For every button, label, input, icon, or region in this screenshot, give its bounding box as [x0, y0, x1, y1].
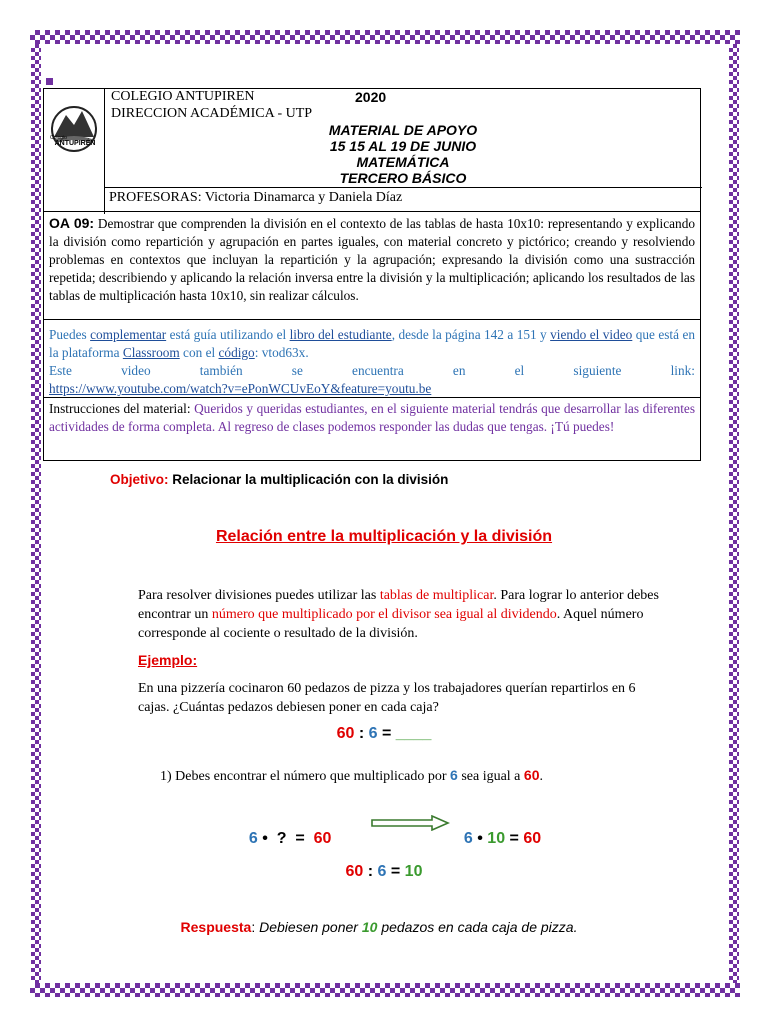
intro-text: . Aquel número corresponde al cociente o resultado de la división.	[138, 607, 644, 641]
resources-text: Puedes	[49, 327, 91, 342]
border-bottom	[30, 983, 740, 997]
operator: =	[377, 725, 396, 742]
academic-direction: DIRECCION ACADÉMICA - UTP	[111, 106, 313, 121]
link-video[interactable]: viendo el video	[550, 327, 633, 342]
page-title: Relación entre la multiplicación y la división	[215, 528, 553, 545]
objective	[110, 472, 448, 487]
corner-square	[46, 78, 53, 85]
border-left	[31, 44, 41, 983]
youtube-link[interactable]: https://www.youtube.com/watch?v=ePonWCUvEoY&feature=youtu.be	[49, 381, 432, 396]
operator: =	[386, 863, 405, 880]
step-1	[160, 767, 543, 785]
step-text: sea igual a	[457, 769, 524, 784]
operator: •	[472, 830, 488, 847]
oa-text: Demostrar que comprenden la división en el contexto de las tablas de hasta 10x10: representando y explicando la división como repartición y agrupación en partes iguales, con material concreto y pictórico; creando y resolviendo problemas en contextos que incluyan la repartición y la agrupación; expresando la división como una sustracción repetida; describiendo y aplicando la relación inversa entre la división y la multiplicación; aplicando los resultados de las tablas de multiplicación hasta 10x10, sin realizar cálculos.	[49, 216, 695, 303]
resources-text: con el	[179, 345, 219, 360]
answer	[0, 919, 758, 935]
border-top	[30, 30, 740, 44]
school-name: COLEGIO ANTUPIREN	[111, 89, 255, 104]
intro-highlight: tablas de multiplicar	[379, 588, 494, 603]
link-codigo[interactable]: código	[218, 345, 255, 360]
objective-text: Relacionar la multiplicación con la división	[172, 472, 449, 487]
material-title: MATERIAL DE APOYO	[328, 122, 478, 138]
factor-result: 10	[487, 830, 506, 847]
answer-blank: ____	[395, 725, 432, 742]
instructions-label: Instrucciones del material:	[49, 401, 191, 416]
material-dates: 15 15 AL 19 DE JUNIO	[329, 138, 477, 154]
product: 60	[523, 830, 542, 847]
logo-small-text: Colegio	[50, 135, 67, 141]
step-divisor: 6	[450, 767, 458, 783]
division-equation	[0, 725, 768, 743]
resources-text: que está en la plataforma	[49, 327, 695, 360]
instructions-row	[44, 397, 700, 461]
answer-number: 10	[361, 919, 378, 935]
operator: =	[505, 830, 524, 847]
material-subject: MATEMÁTICA	[356, 154, 450, 170]
resources-text: , desde la página 142 a 151 y	[391, 327, 551, 342]
objective-label: Objetivo:	[110, 472, 169, 487]
divisor: 6	[368, 725, 378, 742]
step-dividend: 60	[523, 767, 540, 783]
factor: 6	[248, 830, 258, 847]
resources-row	[44, 319, 700, 397]
intro-text: Para resolver divisiones puedes utilizar las	[138, 588, 380, 603]
quotient: 10	[404, 863, 423, 880]
resources-text: está guía utilizando el	[166, 327, 290, 342]
divisor: 6	[377, 863, 387, 880]
intro-paragraph	[138, 586, 663, 643]
operator: • ? =	[257, 830, 314, 847]
intro-text: . Para lograr lo anterior debes encontrar un	[138, 588, 659, 622]
step-text: .	[539, 769, 543, 784]
dividend: 60	[336, 725, 355, 742]
operator: :	[354, 725, 369, 742]
step-text: 1) Debes encontrar el número que multiplicado por	[160, 769, 451, 784]
arrow-right-icon	[370, 815, 450, 831]
answer-text: pedazos en cada caja de pizza.	[377, 919, 578, 935]
example-problem: En una pizzería cocinaron 60 pedazos de pizza y los trabajadores querían repartirlos en 6 cajas. ¿Cuántas pedazos debiesen poner en cada caja?	[138, 681, 636, 715]
link-classroom[interactable]: Classroom	[122, 345, 180, 360]
answer-colon: :	[251, 919, 260, 935]
dividend: 60	[345, 863, 364, 880]
header-table	[43, 88, 701, 461]
answer-text: Debiesen poner	[259, 919, 362, 935]
teachers: PROFESORAS: Victoria Dinamarca y Daniela Díaz	[109, 190, 403, 205]
logo-text: ANTUPIRÉN	[54, 140, 96, 147]
instructions-text: Queridos y queridas estudiantes, en el siguiente material tendrás que desarrollar las diferentes actividades de forma completa. Al regreso de clases podemos responder las dudas que tengas. ¡Tú puedes!	[49, 401, 695, 434]
operator: :	[363, 863, 378, 880]
multiplication-question	[240, 812, 331, 848]
link-complementar[interactable]: complementar	[90, 327, 167, 342]
resources-text: : vtod63x.	[254, 345, 309, 360]
teachers-row	[104, 187, 702, 211]
oa-label: OA 09:	[49, 215, 95, 231]
answer-label: Respuesta	[180, 919, 252, 935]
division-result	[0, 863, 768, 881]
logo-cell	[44, 89, 105, 214]
factor: 6	[463, 830, 473, 847]
resources-text: Este video también se encuentra en el siguiente link:	[49, 363, 695, 378]
material-grade: TERCERO BÁSICO	[339, 170, 467, 186]
intro-highlight: número que multiplicado por el divisor sea igual al dividendo	[211, 607, 557, 622]
multiplication-answer	[455, 812, 541, 848]
border-right	[729, 44, 739, 983]
oa-row	[44, 211, 700, 319]
product: 60	[313, 830, 332, 847]
school-logo	[44, 89, 104, 214]
school-year: 2020	[355, 89, 387, 105]
link-libro-estudiante[interactable]: libro del estudiante	[289, 327, 392, 342]
example-label: Ejemplo:	[138, 652, 198, 668]
